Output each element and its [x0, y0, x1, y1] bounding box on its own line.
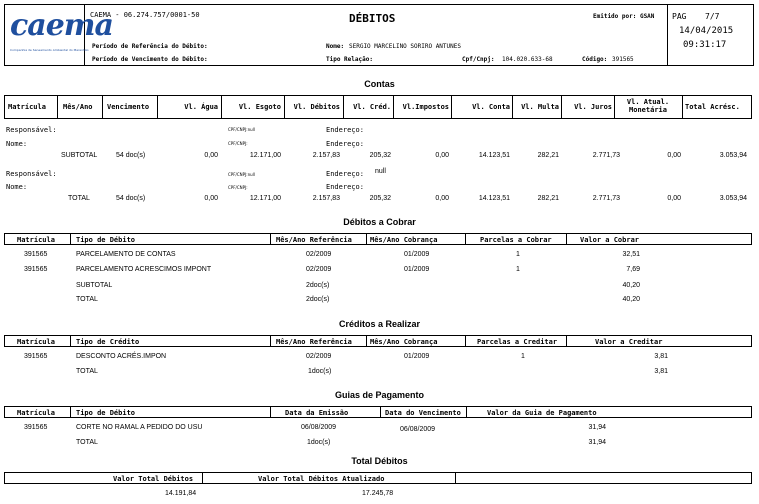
row-parcelas: 1: [516, 251, 520, 258]
cr-col-matricula: Matrícula: [17, 338, 55, 346]
total-qtd: 54 doc(s): [116, 195, 146, 202]
cpf-null: CPF/CNPJ:null: [228, 127, 255, 132]
responsavel-label-2: Responsável:: [6, 170, 57, 178]
cpf-null-2: CPF/CNPJ:null: [228, 172, 255, 177]
codigo-value: 391565: [612, 56, 634, 63]
nome-label-contas-2: Nome:: [6, 183, 28, 191]
table-row: [0, 251, 759, 261]
subtotal-multa: 282,21: [537, 152, 559, 159]
row-valor: 3,81: [654, 353, 668, 360]
subtotal-creditos: 205,32: [369, 152, 391, 159]
endereco-null: null: [375, 168, 386, 175]
td-val-total: 14.191,84: [165, 490, 197, 497]
dc-col-matricula: Matrícula: [17, 236, 55, 244]
row-tipo: PARCELAMENTO ACRESCIMOS IMPONT: [76, 266, 212, 273]
cr-total-row: [0, 368, 759, 378]
col-vl-cred: Vl. Créd.: [353, 103, 391, 111]
td-col-atualizado: Valor Total Débitos Atualizado: [258, 475, 385, 483]
nome-label-contas: Nome:: [6, 140, 28, 148]
nome-label: Nome:: [326, 43, 345, 50]
gp-total-label: TOTAL: [76, 439, 98, 446]
dc-subtotal-valor: 40,20: [622, 282, 640, 289]
total-juros: 2.771,73: [592, 195, 620, 202]
gp-col-emissao: Data da Emissão: [285, 409, 349, 417]
cpf-blank: CPF/CNPJ:: [228, 141, 248, 146]
col-vl-agua: Vl. Água: [184, 103, 218, 111]
col-vl-multa: Vl. Multa: [521, 103, 559, 111]
col-mes-ano: Mês/Ano: [63, 103, 93, 111]
col-vl-impostos: Vl.Impostos: [402, 103, 449, 111]
total-impostos: 0,00: [435, 195, 449, 202]
dc-total-valor: 40,20: [622, 296, 640, 303]
row-ref: 02/2009: [306, 266, 332, 273]
dc-col-parcelas: Parcelas a Cobrar: [480, 236, 552, 244]
subtotal-total: 3.053,94: [719, 152, 747, 159]
gp-col-tipo: Tipo de Débito: [76, 409, 136, 417]
gp-col-vencimento: Data do Vencimento: [385, 409, 461, 417]
cr-total-label: TOTAL: [76, 368, 98, 375]
report-time: 09:31:17: [683, 40, 727, 50]
codigo-label: Código:: [582, 56, 608, 63]
total-debitos: 2.157,83: [312, 195, 340, 202]
col-total-acresc: Total Acrésc.: [685, 103, 740, 111]
nome-value: SERGIO MARCELINO SORIRO ANTUNES: [349, 43, 461, 50]
gp-total-valor: 31,94: [588, 439, 606, 446]
subtotal-label: SUBTOTAL: [61, 152, 98, 159]
row-valor: 31,94: [588, 424, 606, 431]
subtotal-juros: 2.771,73: [592, 152, 620, 159]
cr-col-parcelas: Parcelas a Creditar: [477, 338, 558, 346]
total-agua: 0,00: [204, 195, 218, 202]
periodo-venc-label: Período de Vencimento do Débito:: [92, 56, 208, 63]
row-cobranca: 01/2009: [404, 251, 430, 258]
cr-total-qtd: 1doc(s): [308, 368, 332, 375]
cr-col-ref: Mês/Ano Referência: [276, 338, 352, 346]
dc-col-ref: Mês/Ano Referência: [276, 236, 352, 244]
total-conta: 14.123,51: [478, 195, 510, 202]
dc-col-cobranca: Mês/Ano Cobrança: [370, 236, 438, 244]
col-vencimento: Vencimento: [107, 103, 150, 111]
guias-title: Guias de Pagamento: [334, 390, 425, 400]
row-tipo: CORTE NO RAMAL A PEDIDO DO USU: [76, 424, 203, 431]
report-date: 14/04/2015: [679, 26, 734, 36]
cr-total-valor: 3,81: [654, 368, 668, 375]
col-vl-atual: Vl. Atual. Monetária: [626, 98, 670, 114]
gp-col-matricula: Matrícula: [17, 409, 55, 417]
col-vl-conta: Vl. Conta: [472, 103, 510, 111]
subtotal-impostos: 0,00: [435, 152, 449, 159]
debitos-cobrar-title: Débitos a Cobrar: [343, 217, 416, 227]
table-row: [0, 353, 759, 363]
dc-col-valor: Valor a Cobrar: [580, 236, 640, 244]
row-parcelas: 1: [521, 353, 525, 360]
row-matricula: 391565: [24, 266, 48, 273]
gp-col-valor: Valor da Guia de Pagamento: [487, 409, 597, 417]
cr-col-valor: Valor a Creditar: [595, 338, 663, 346]
contas-title: Contas: [364, 79, 395, 89]
row-valor: 7,69: [626, 266, 640, 273]
table-row: [0, 266, 759, 276]
td-val-atualizado: 17.245,78: [362, 490, 394, 497]
dc-total-row: [0, 296, 759, 306]
col-vl-debitos: Vl. Débitos: [293, 103, 340, 111]
row-vencimento: 06/08/2009: [400, 426, 436, 433]
dc-subtotal-qtd: 2doc(s): [306, 282, 330, 289]
cpf-blank-2: CPF/CNPJ:: [228, 185, 248, 190]
row-parcelas: 1: [516, 266, 520, 273]
total-multa: 282,21: [537, 195, 559, 202]
table-row: [0, 424, 759, 434]
row-cobranca: 01/2009: [404, 353, 430, 360]
caema-logo: [10, 8, 113, 62]
row-matricula: 391565: [24, 353, 48, 360]
row-tipo: DESCONTO ACRÉS.IMPON: [76, 353, 167, 360]
contas-total-row: [0, 195, 759, 205]
row-cobranca: 01/2009: [404, 266, 430, 273]
row-matricula: 391565: [24, 251, 48, 258]
subtotal-debitos: 2.157,83: [312, 152, 340, 159]
page-title: DÉBITOS: [349, 12, 396, 25]
dc-total-qtd: 2doc(s): [306, 296, 330, 303]
subtotal-conta: 14.123,51: [478, 152, 510, 159]
gp-total-row: [0, 439, 759, 449]
td-col-total: Valor Total Débitos: [113, 475, 194, 483]
dc-subtotal-label: SUBTOTAL: [76, 282, 113, 289]
endereco-label-3: Endereço:: [326, 170, 364, 178]
total-label: TOTAL: [68, 195, 90, 202]
endereco-label-4: Endereço:: [326, 183, 364, 191]
subtotal-atual: 0,00: [667, 152, 681, 159]
row-emissao: 06/08/2009: [301, 424, 337, 431]
endereco-label-2: Endereço:: [326, 140, 364, 148]
tipo-relacao-label: Tipo Relação:: [326, 56, 373, 63]
cr-col-tipo: Tipo de Crédito: [76, 338, 140, 346]
cr-col-cobranca: Mês/Ano Cobrança: [370, 338, 438, 346]
subtotal-esgoto: 12.171,00: [249, 152, 281, 159]
cpf-label: Cpf/Cnpj:: [462, 56, 495, 63]
subtotal-agua: 0,00: [204, 152, 218, 159]
row-matricula: 391565: [24, 424, 48, 431]
logo-subtext: Companhia de Saneamento Ambiental do Maranhão: [10, 48, 89, 52]
pag-value: 7/7: [705, 12, 720, 21]
endereco-label: Endereço:: [326, 126, 364, 134]
row-ref: 02/2009: [306, 353, 332, 360]
contas-subtotal-row: [0, 152, 759, 162]
row-valor: 32,51: [622, 251, 640, 258]
gp-total-qtd: 1doc(s): [307, 439, 331, 446]
creditos-title: Créditos a Realizar: [338, 319, 421, 329]
pag-label: PAG: [672, 12, 687, 21]
dc-subtotal-row: [0, 282, 759, 292]
cpf-value: 104.020.633-68: [502, 56, 553, 63]
company-line: CAEMA - 06.274.757/0001-50: [90, 11, 200, 19]
total-debitos-title: Total Débitos: [351, 456, 408, 466]
col-vl-esgoto: Vl. Esgoto: [238, 103, 281, 111]
col-vl-juros: Vl. Juros: [574, 103, 612, 111]
col-matricula: Matrícula: [8, 103, 46, 111]
dc-total-label: TOTAL: [76, 296, 98, 303]
total-atual: 0,00: [667, 195, 681, 202]
responsavel-label: Responsável:: [6, 126, 57, 134]
total-esgoto: 12.171,00: [249, 195, 281, 202]
logo-text: caema: [10, 8, 113, 43]
total-total: 3.053,94: [719, 195, 747, 202]
total-creditos: 205,32: [369, 195, 391, 202]
row-tipo: PARCELAMENTO DE CONTAS: [76, 251, 176, 258]
subtotal-qtd: 54 doc(s): [116, 152, 146, 159]
dc-col-tipo: Tipo de Débito: [76, 236, 136, 244]
emitido-por: Emitido por: GSAN: [593, 13, 655, 20]
periodo-ref-label: Período de Referência do Débito:: [92, 43, 208, 50]
row-ref: 02/2009: [306, 251, 332, 258]
